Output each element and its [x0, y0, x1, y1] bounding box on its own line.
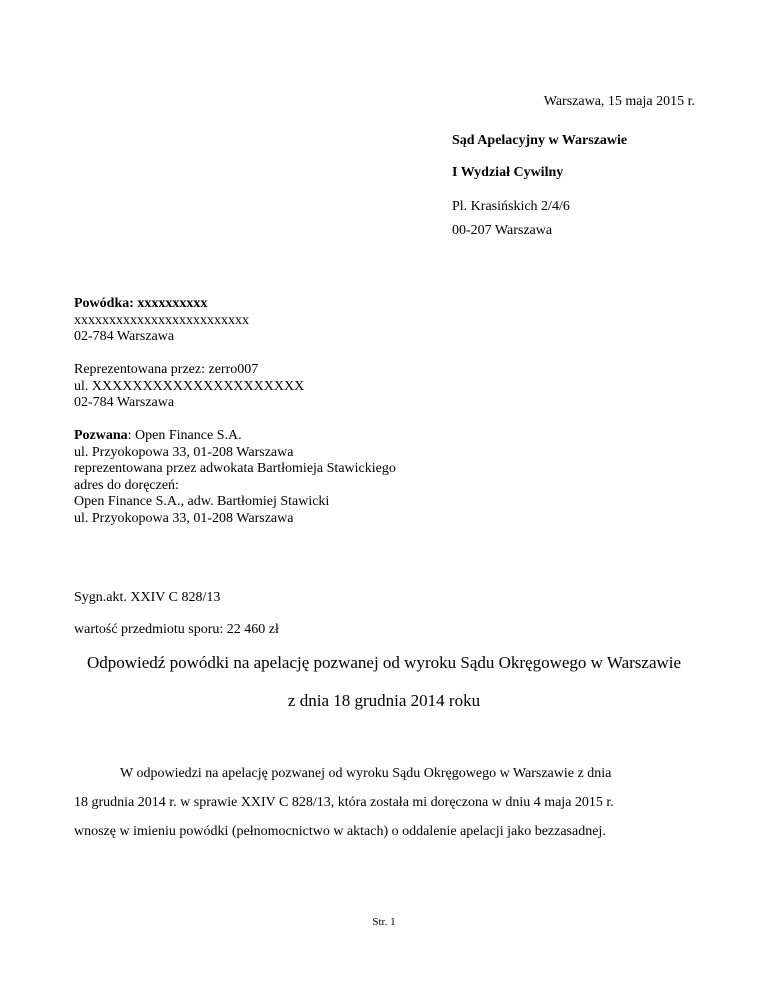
delivery-name: Open Finance S.A., adw. Bartłomiej Stawicki: [74, 494, 330, 509]
delivery-address: ul. Przyokopowa 33, 01-208 Warszawa: [74, 510, 294, 526]
plaintiff-city: 02-784 Warszawa: [74, 329, 175, 344]
defendant-represented-by: reprezentowana przez adwokata Bartłomieja Stawickiego: [74, 461, 396, 476]
defendant-line: [74, 428, 396, 445]
body-line-1: W odpowiedzi na apelację pozwanej od wyroku Sądu Okręgowego w Warszawie z dnia: [120, 766, 612, 781]
defendant-block: [74, 428, 396, 527]
plaintiff-name: xxxxxxxxxx: [133, 296, 208, 311]
court-street: Pl. Krasińskich 2/4/6: [452, 199, 570, 214]
plaintiff-block: [74, 296, 249, 346]
case-value: wartość przedmiotu sporu: 22 460 zł: [74, 622, 279, 637]
representative-line: Reprezentowana przez: zerro007: [74, 362, 259, 377]
body-line-3: wnoszę w imieniu powódki (pełnomocnictwo w aktach) o oddalenie apelacji jako bezzasadnej.: [74, 824, 606, 839]
representative-city: 02-784 Warszawa: [74, 395, 175, 410]
document-title: Odpowiedź powódki na apelację pozwanej od wyroku Sądu Okręgowego w Warszawie: [86, 653, 682, 672]
defendant-address: ul. Przyokopowa 33, 01-208 Warszawa: [74, 444, 294, 460]
place-date: Warszawa, 15 maja 2015 r.: [543, 94, 695, 109]
page-number: Str. 1: [372, 916, 396, 928]
plaintiff-line: [74, 296, 249, 313]
court-division: I Wydział Cywilny: [452, 165, 564, 180]
plaintiff-address: xxxxxxxxxxxxxxxxxxxxxxxxx: [74, 312, 249, 328]
body-line-2: 18 grudnia 2014 r. w sprawie XXIV C 828/13, która została mi doręczona w dniu 4 maja 2015 r.: [74, 795, 614, 810]
representative-street: ul. XXXXXXXXXXXXXXXXXXXXX: [74, 378, 305, 394]
defendant-label: Pozwana: [74, 428, 128, 443]
court-name: Sąd Apelacyjny w Warszawie: [452, 133, 628, 148]
representative-block: [74, 362, 304, 412]
plaintiff-label: Powódka:: [74, 296, 134, 311]
defendant-name: : Open Finance S.A.: [127, 428, 242, 443]
document-subtitle: z dnia 18 grudnia 2014 roku: [287, 691, 481, 710]
case-signature: Sygn.akt. XXIV C 828/13: [74, 590, 221, 605]
delivery-label: adres do doręczeń:: [74, 477, 179, 493]
court-city: 00-207 Warszawa: [452, 223, 553, 238]
body-paragraph: [74, 759, 694, 846]
